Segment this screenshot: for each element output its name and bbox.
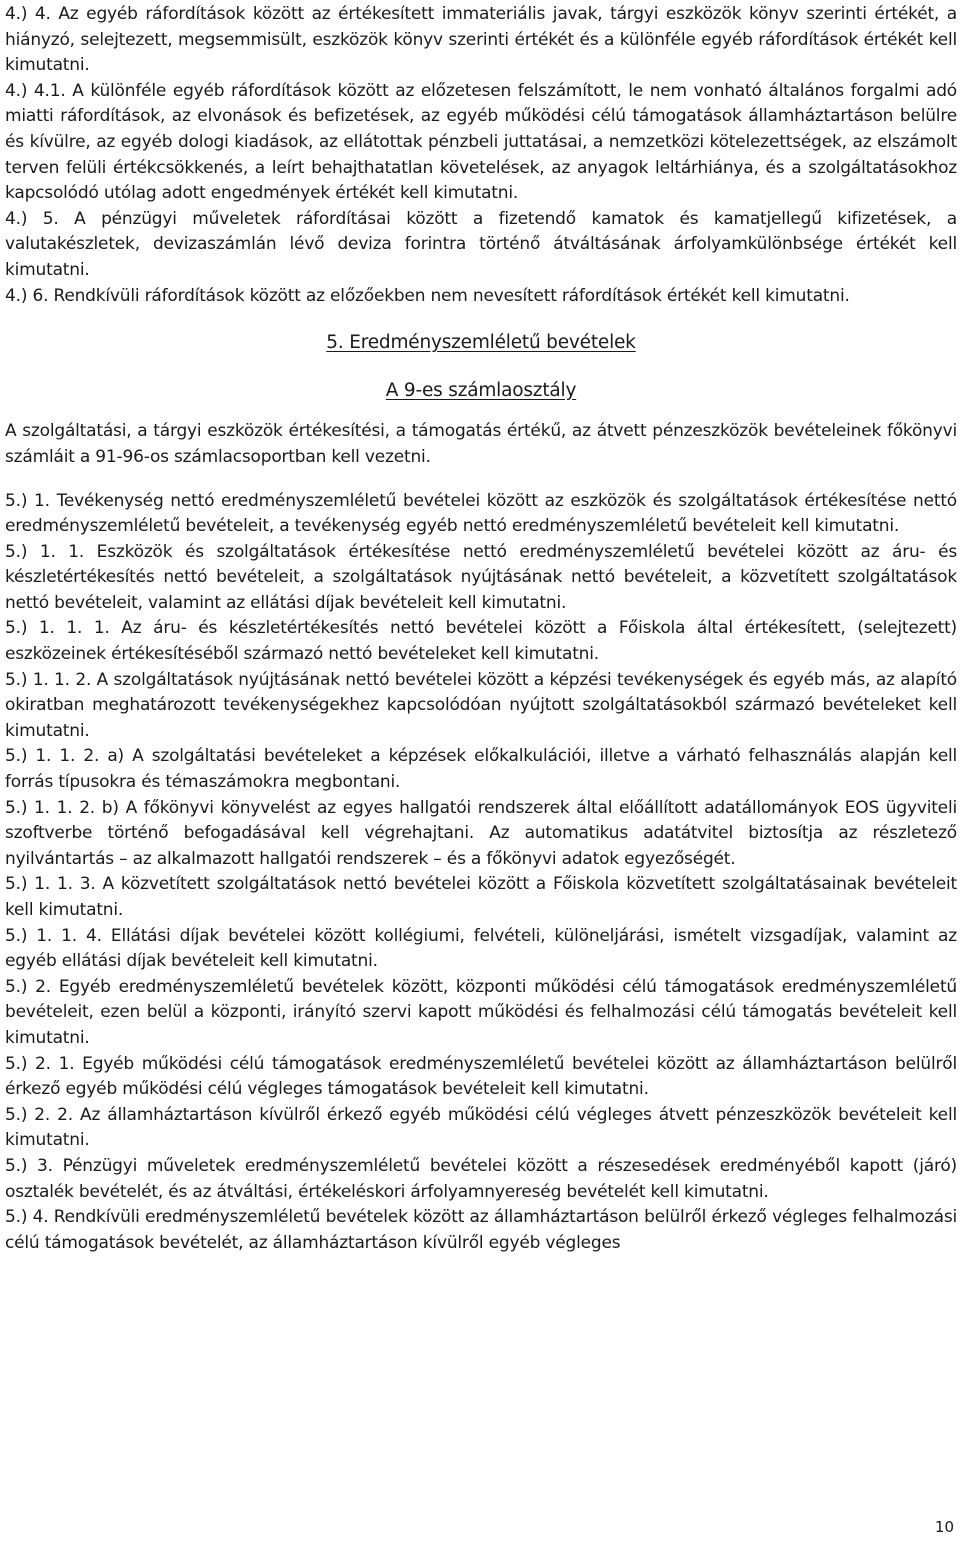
paragraph-5-1: 5.) 1. Tevékenység nettó eredményszemléletű bevételei között az eszközök és szolgáltatások értékesítése nettó eredményszemléletű bevételeit, a tevékenység egyéb nettó eredményszemléletű bevételeit kell kimutatni. — [5, 490, 957, 537]
document-body — [5, 2, 957, 1256]
paragraph-5-2: 5.) 2. Egyéb eredményszemléletű bevételek között, központi működési célú támogatások eredményszemléletű bevételeit, ezen belül a központi, irányító szervi kapott működési és felhalmozási célú támogatás bevételeit kell kimutatni. — [5, 976, 957, 1048]
paragraph-5-1-1-4: 5.) 1. 1. 4. Ellátási díjak bevételei között kollégiumi, felvételi, különeljárási, ismételt vizsgadíjak, valamint az egyéb ellátási díjak bevételeit kell kimutatni. — [5, 925, 957, 972]
paragraph-5-1-1-3: 5.) 1. 1. 3. A közvetített szolgáltatások nettó bevételei között a Főiskola közvetített szolgáltatásainak bevételeit kell kimutatni. — [5, 874, 957, 920]
paragraph-5-4: 5.) 4. Rendkívüli eredményszemléletű bevételek között az államháztartáson belülről érkező végleges felhalmozási célú támogatások bevételét, az államháztartáson kívülről egyéb végleges — [5, 1207, 957, 1253]
paragraph-4-5: 4.) 5. A pénzügyi műveletek ráfordításai között a fizetendő kamatok és kamatjellegű kifizetések, a valutakészletek, devizaszámlán lévő deviza forintra történő átváltásának árfolyamkülönbsége értékét kell kimutatni. — [5, 208, 957, 280]
paragraph-4-4-1: 4.) 4.1. A különféle egyéb ráfordítások között az előzetesen felszámított, le nem vonható általános forgalmi adó miatti ráfordítások, az elvonások és befizetések, az egyéb működési célú támogatások államháztartáson belülre és kívülre, az egyéb dologi kiadások, az ellátottak pénzbeli juttatásai, a nemzetközi kötelezettségek, az elszámolt terven felüli értékcsökkenés, a leírt behajthatatlan követelések, az anyagok leltárhiánya, és a szolgáltatásokhoz kapcsolódó utólag adott engedmények értékét kell kimutatni. — [5, 80, 957, 204]
paragraph-4-6: 4.) 6. Rendkívüli ráfordítások között az előzőekben nem nevesített ráfordítások értékét kell kimutatni. — [5, 285, 850, 306]
paragraph-5-1-1-2-b: 5.) 1. 1. 2. b) A főkönyvi könyvelést az egyes hallgatói rendszerek által előállított adatállományok EOS ügyviteli szoftverbe történő befogadásával kell végrehajtani. Az automatikus adatátvitel biztosítja az részletező nyilvántartás – az alkalmazott hallgatói rendszerek – és a főkönyvi adatok egyezőségét. — [5, 797, 957, 869]
intro-paragraph: A szolgáltatási, a tárgyi eszközök értékesítési, a támogatás értékű, az átvett pénzeszközök bevételeinek főkönyvi számláit a 91-96-os számlacsoportban kell vezetni. — [5, 421, 957, 467]
section-title: 5. Eredményszemléletű bevételek — [326, 332, 636, 354]
paragraph-5-1-1-2-a: 5.) 1. 1. 2. a) A szolgáltatási bevételeket a képzések előkalkulációi, illetve a várható felhasználás alapján kell forrás típusokra és témaszámokra megbontani. — [5, 746, 957, 793]
section-subtitle: A 9-es számlaosztály — [385, 379, 577, 401]
paragraph-4-4: 4.) 4. Az egyéb ráfordítások között az értékesített immateriális javak, tárgyi eszközök könyv szerinti értékét, a hiányzó, selejtezett, megsemmisült, eszközök könyv szerinti értékét és a különféle egyéb ráfordítások értékét kell kimutatni. — [5, 4, 957, 76]
paragraph-5-2-1: 5.) 2. 1. Egyéb működési célú támogatások eredményszemléletű bevételei között az államháztartáson belülről érkező egyéb működési célú végleges támogatások bevételeit kell kimutatni. — [5, 1053, 957, 1100]
paragraph-5-1-1-1: 5.) 1. 1. 1. Az áru- és készletértékesítés nettó bevételei között a Főiskola által értékesített, (selejtezett) eszközeinek értékesítéséből származó nettó bevételeket kell kimutatni. — [5, 618, 957, 665]
page-number: 10 — [934, 1518, 954, 1536]
paragraph-5-1-1: 5.) 1. 1. Eszközök és szolgáltatások értékesítése nettó eredményszemléletű bevételei között az áru- és készletértékesítés nettó bevételeit, a szolgáltatások nyújtásának nettó bevételeit, a közvetített szolgáltatások nettó bevételeit, valamint az ellátási díjak bevételeit kell kimutatni. — [5, 541, 957, 613]
paragraph-gap — [5, 471, 957, 489]
paragraph-5-3: 5.) 3. Pénzügyi műveletek eredményszemléletű bevételei között a részesedések eredményéből kapott (járó) osztalék bevételét, és az átváltási, értékeléskori árfolyamnyereség bevételét kell kimutatni. — [5, 1155, 957, 1202]
paragraph-5-1-1-2: 5.) 1. 1. 2. A szolgáltatások nyújtásának nettó bevételei között a képzési tevékenységek és egyéb más, az alapító okiratban meghatározott tevékenységekhez kapcsolódóan nyújtott szolgáltatásokból származó bevételeket kell kimutatni. — [5, 669, 957, 741]
paragraph-5-2-2: 5.) 2. 2. Az államháztartáson kívülről érkező egyéb működési célú végleges átvett pénzeszközök bevételeit kell kimutatni. — [5, 1104, 957, 1151]
